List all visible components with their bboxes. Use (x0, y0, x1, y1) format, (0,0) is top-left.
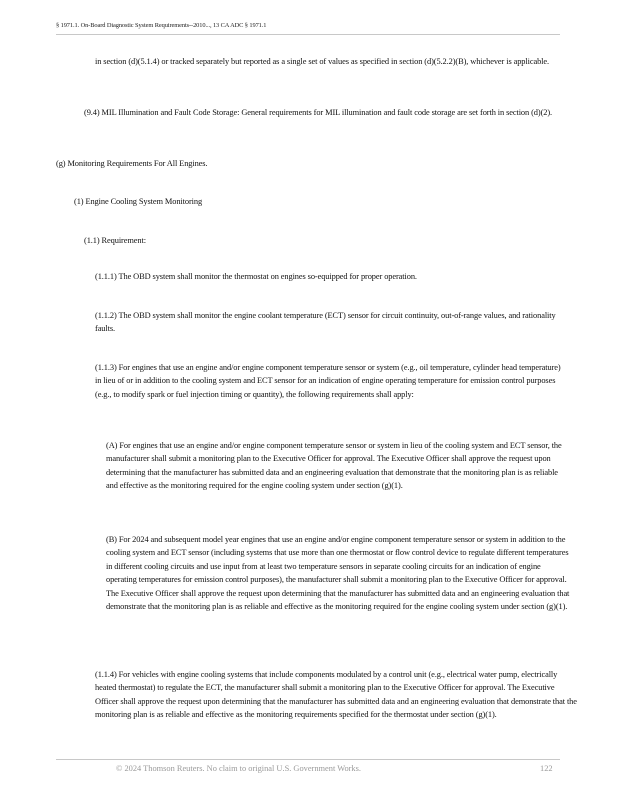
paragraph-1-1-3: (1.1.3) For engines that use an engine and/or engine component temperature sensor or system (e.g., oil temperature, cylinder head temperature) in lieu of or in addition to the cooling system and ECT sensor for an indication of engine operating temperature for emission control purposes (e.g., to modify spark or fuel injection timing or quantity), the following requirements shall apply: (95, 363, 561, 399)
running-header: § 1971.1. On-Board Diagnostic System Requirements--2010..., 13 CA ADC § 1971.1 (56, 22, 267, 29)
subsection-heading-1: (1) Engine Cooling System Monitoring (74, 197, 203, 206)
subsection-heading-1-1: (1.1) Requirement: (84, 236, 146, 245)
paragraph-1-1-2: (1.1.2) The OBD system shall monitor the engine coolant temperature (ECT) sensor for circuit continuity, out-of-range values, and rationality faults. (95, 311, 556, 334)
header-divider (56, 34, 560, 35)
section-heading-g: (g) Monitoring Requirements For All Engines. (56, 159, 208, 168)
paragraph-d514-continuation: in section (d)(5.1.4) or tracked separately but reported as a single set of values as specified in section (d)(5.2.2)(B), whichever is applicable. (95, 57, 550, 66)
copyright-notice: © 2024 Thomson Reuters. No claim to original U.S. Government Works. (116, 764, 361, 773)
paragraph-B: (B) For 2024 and subsequent model year engines that use an engine and/or engine component temperature sensor or system in addition to the cooling system and ECT sensor (including systems that use more than one thermostat or flow control device to regulate different temperatures in different cooling circuits and use input from at least two temperature sensors in separate cooling circuits for an indication of engine operating temperatures for emission control purposes), the manufacturer shall submit a monitoring plan to the Executive Officer for approval. The Executive Officer shall approve the request upon determining that the manufacturer has submitted data and an engineering evaluation that demonstrate that the monitoring plan is as reliable and effective as the monitoring required for the engine cooling system under section (g)(1). (106, 535, 570, 612)
paragraph-9-4: (9.4) MIL Illumination and Fault Code Storage: General requirements for MIL illumination and fault code storage are set forth in section (d)(2). (84, 108, 553, 117)
footer-divider (56, 759, 560, 760)
paragraph-1-1-4: (1.1.4) For vehicles with engine cooling systems that include components modulated by a control unit (e.g., electrical water pump, electrically heated thermostat) to regulate the ECT, the manufacturer shall submit a monitoring plan to the Executive Officer for approval. The Executive Officer shall approve the request upon determining that the manufacturer has submitted data and an engineering evaluation that demonstrate that the monitoring plan is as reliable and effective as the monitoring requirements specified for the thermostat under section (g)(1). (95, 670, 577, 720)
paragraph-1-1-1: (1.1.1) The OBD system shall monitor the thermostat on engines so-equipped for proper operation. (95, 272, 417, 281)
paragraph-A: (A) For engines that use an engine and/or engine component temperature sensor or system in lieu of the cooling system and ECT sensor, the manufacturer shall submit a monitoring plan to the Executive Officer for approval. The Executive Officer shall approve the request upon determining that the manufacturer has submitted data and an engineering evaluation that demonstrate that the monitoring plan is as reliable and effective as the monitoring required for the engine cooling system under section (g)(1). (106, 441, 562, 491)
page-number: 122 (540, 764, 553, 773)
